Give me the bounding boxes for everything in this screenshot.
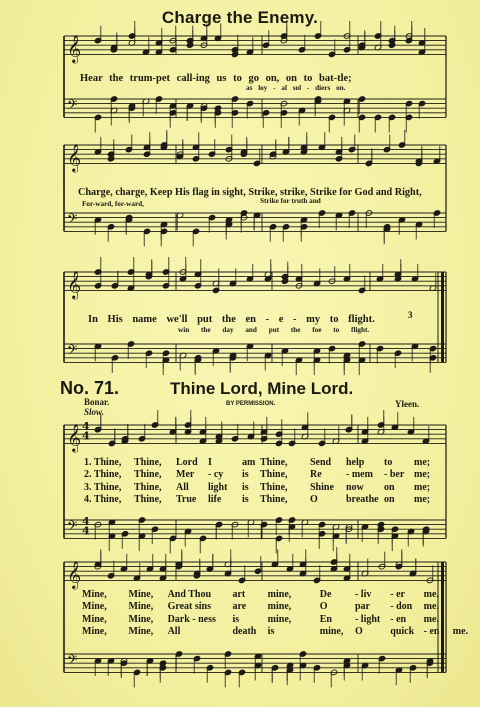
verse-word: me; <box>414 494 431 506</box>
verse-word: Send <box>310 457 332 468</box>
verse-word: Thine, <box>134 457 162 468</box>
alto-lyric-line-2a: For-ward, for-ward, <box>82 200 144 208</box>
refrain-word: Mine, <box>128 613 154 625</box>
refrain-word: Mine, <box>82 613 107 625</box>
refrain-word: me. <box>423 601 439 613</box>
svg-text:𝄞: 𝄞 <box>67 423 82 452</box>
refrain-word: death <box>232 626 257 638</box>
verse-word: - mem <box>346 469 373 481</box>
verse-word: is <box>242 469 249 481</box>
svg-text:𝄞: 𝄞 <box>67 34 82 63</box>
refrain-word: Mine, <box>128 626 154 638</box>
verse-word: Thine, <box>260 494 288 506</box>
svg-text:4: 4 <box>82 515 90 528</box>
refrain-word: are <box>232 601 247 613</box>
refrain-word: - en <box>390 613 407 625</box>
composer-credit: Yleen. <box>395 399 420 409</box>
refrain-word: mine, <box>267 613 292 625</box>
refrain-row <box>82 601 480 613</box>
svg-text:𝄞: 𝄞 <box>67 143 82 172</box>
refrain-word: mine, <box>267 601 292 613</box>
hymn-number: No. 71. <box>60 378 120 398</box>
refrain-word: - don <box>390 601 413 613</box>
svg-text:4: 4 <box>82 420 90 433</box>
verse-word: Re <box>310 469 322 481</box>
verse-word: Mer <box>176 469 195 481</box>
refrain-word: me. <box>452 626 469 638</box>
refrain-word: par <box>354 601 370 613</box>
refrain-word: mine, <box>267 589 292 600</box>
verse-word: Thine, <box>134 481 162 493</box>
refrain-row <box>82 626 480 638</box>
refrain-word: Mine, <box>82 626 107 638</box>
tempo-marking: Slow. <box>84 407 104 417</box>
verse-word: 1. Thine, <box>84 457 122 468</box>
refrain-word: And Thou <box>167 589 212 600</box>
lyric-line-2: Charge, charge, Keep His flag in sight, Strike, strike, Strike for God and Right, <box>78 187 422 198</box>
verse-row <box>84 482 442 494</box>
verse-word: is <box>242 494 249 506</box>
refrain-word: - liv <box>354 589 372 600</box>
refrain-word: O <box>354 626 363 638</box>
verse-word: to <box>384 457 393 468</box>
lyric-line-1: Hear the trum-pet call-ing us to go on, on to bat-tle; <box>80 73 352 84</box>
refrain-row <box>82 589 480 601</box>
verse-word: life <box>208 494 222 506</box>
permission-note: BY PERMISSION. <box>226 401 276 407</box>
verse-word: - cy <box>208 469 224 481</box>
refrain-word: me. <box>423 613 439 625</box>
verse-word: All <box>176 481 189 493</box>
refrain-word: me. <box>423 589 439 600</box>
ending-number: 3 <box>408 310 413 320</box>
svg-text:4: 4 <box>82 524 90 538</box>
verse-word: - ber <box>384 469 405 481</box>
author-credit: Bonar. <box>84 397 110 407</box>
verse-word: 2. Thine, <box>84 469 122 481</box>
alto-lyric-line-2b: Strike for truth and <box>260 197 321 205</box>
verse-word: O <box>310 494 318 506</box>
svg-text:𝄞: 𝄞 <box>67 270 82 299</box>
lyric-line-3: In His name we'll put the en - e - my to flight. <box>88 314 375 325</box>
verse-word: Thine, <box>134 469 162 481</box>
refrain-word: Great sins <box>167 601 211 613</box>
verse-word: me; <box>414 457 431 468</box>
refrain-word: De <box>319 589 332 600</box>
refrain-word: Mine, <box>128 589 154 600</box>
verse-word: Thine, <box>260 457 288 468</box>
verse-word: breathe <box>346 494 379 506</box>
verse-word: now <box>346 481 364 493</box>
refrain-word: All <box>167 626 181 638</box>
refrain-word: En <box>319 613 332 625</box>
refrain-word: - er <box>390 589 405 600</box>
hymn-title: Charge the Enemy. <box>161 8 319 27</box>
verse-word: I <box>208 457 212 468</box>
verse-word: 3. Thine, <box>84 481 122 493</box>
hymn-title: Thine Lord, Mine Lord. <box>170 379 354 398</box>
refrain-word: is <box>267 626 275 638</box>
refrain-word: mine, <box>319 626 344 638</box>
verses-table <box>84 457 442 507</box>
verse-word: Lord <box>176 457 198 468</box>
verse-row <box>84 469 442 481</box>
refrain-word: Mine, <box>128 601 154 613</box>
refrain-word: is <box>232 613 240 625</box>
verse-word: 4. Thine, <box>84 494 122 506</box>
refrain-word: Mine, <box>82 589 107 600</box>
alto-lyric-line-3: win the day and put the foe to flight. <box>178 326 370 334</box>
refrain-word: art <box>232 589 246 600</box>
svg-text:𝄢: 𝄢 <box>67 652 78 672</box>
refrain-word: - en <box>423 626 440 638</box>
refrain-word: quick <box>390 626 415 638</box>
refrain-word: - light <box>354 613 381 625</box>
verse-word: Thine, <box>260 469 288 481</box>
verse-word: am <box>242 457 256 468</box>
verse-word: me; <box>414 469 431 481</box>
verse-word: on <box>384 494 395 506</box>
alto-lyric-line-1: as loy - al sol - diers on. <box>246 84 346 92</box>
svg-text:𝄢: 𝄢 <box>67 211 78 231</box>
verse-word: is <box>242 481 249 493</box>
verse-word: Thine, <box>260 481 288 493</box>
svg-text:𝄢: 𝄢 <box>67 97 78 117</box>
refrain-word: Mine, <box>82 601 107 613</box>
svg-text:𝄢: 𝄢 <box>67 518 78 538</box>
verse-word: Thine, <box>134 494 162 506</box>
verse-row <box>84 457 442 469</box>
refrain-word: Dark - ness <box>167 613 216 625</box>
verse-word: light <box>208 481 228 493</box>
refrain-table <box>82 589 480 639</box>
verse-word: Shine <box>310 481 334 493</box>
refrain-row <box>82 614 480 626</box>
verse-word: me; <box>414 481 431 493</box>
verse-word: True <box>176 494 197 506</box>
svg-text:𝄞: 𝄞 <box>67 560 82 589</box>
refrain-word: O <box>319 601 328 613</box>
svg-text:4: 4 <box>82 429 90 443</box>
svg-text:𝄢: 𝄢 <box>67 342 78 362</box>
verse-word: help <box>346 457 365 468</box>
verse-row <box>84 494 442 506</box>
verse-word: on <box>384 481 395 493</box>
